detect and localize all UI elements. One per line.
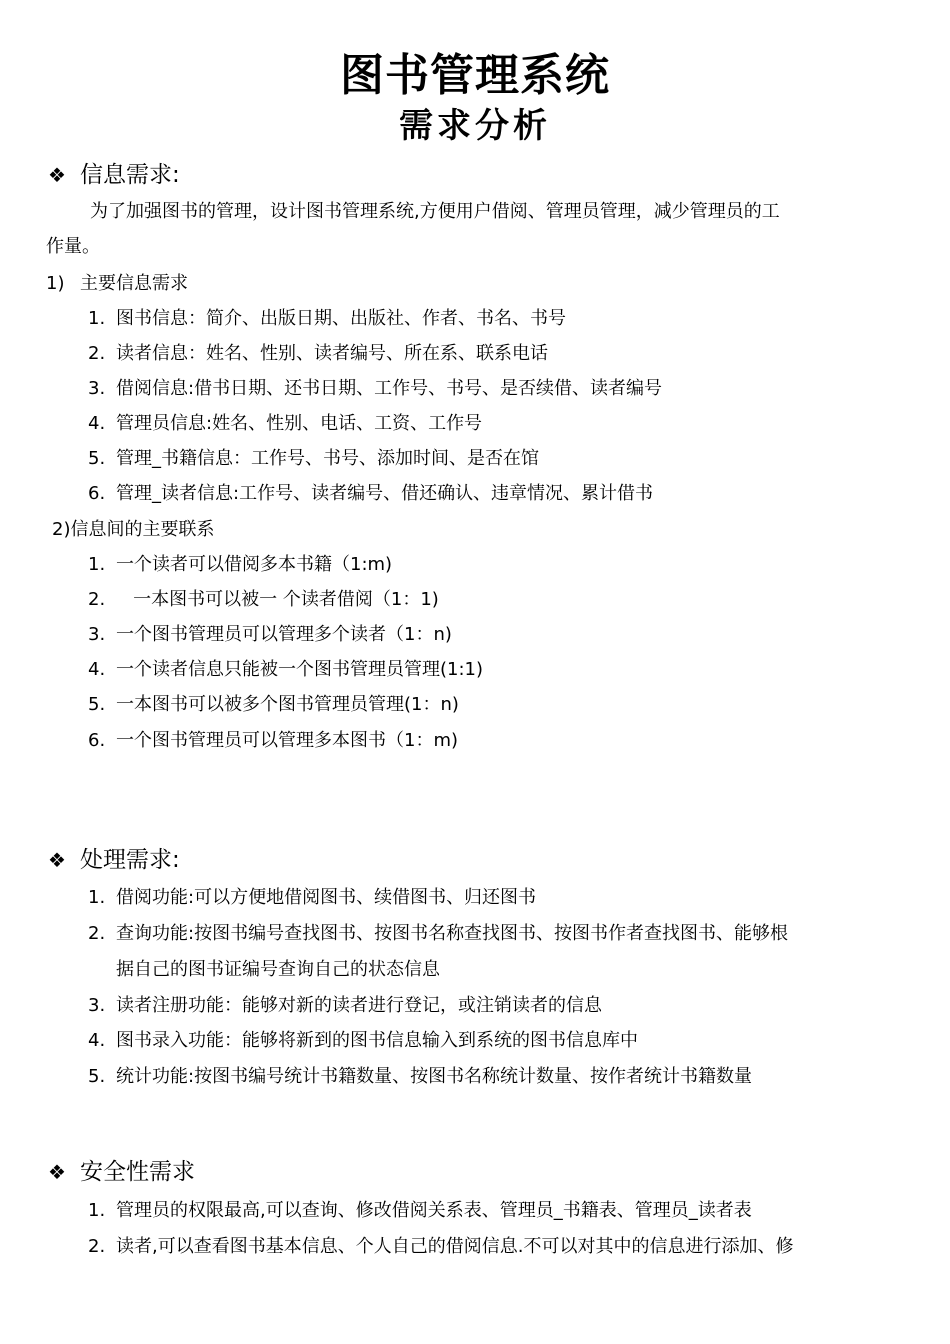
section-heading-process: ❖ 处理需求: <box>48 847 180 873</box>
list-item: 1. 图书信息：简介、出版日期、出版社、作者、书名、书号 <box>88 308 566 329</box>
list-item: 3. 一个图书管理员可以管理多个读者（1：n) <box>88 624 452 645</box>
list-item: 6. 管理_读者信息:工作号、读者编号、借还确认、违章情况、累计借书 <box>88 483 654 504</box>
list-item: 5. 一本图书可以被多个图书管理员管理(1：n) <box>88 694 459 715</box>
diamond-bullet-icon: ❖ <box>48 163 66 187</box>
list-item: 2. 读者信息：姓名、性别、读者编号、所在系、联系电话 <box>88 343 548 364</box>
list-item: 6. 一个图书管理员可以管理多本图书（1：m) <box>88 730 459 751</box>
list-item: 2. 一本图书可以被一 个读者借阅（1：1) <box>88 589 439 610</box>
list-item: 1. 管理员的权限最高,可以查询、修改借阅关系表、管理员_书籍表、管理员_读者表 <box>88 1200 752 1221</box>
list-item: 2. 读者,可以查看图书基本信息、个人自己的借阅信息.不可以对其中的信息进行添加、修 <box>88 1236 794 1257</box>
list-item: 3. 读者注册功能：能够对新的读者进行登记，或注销读者的信息 <box>88 995 602 1016</box>
section-heading-security: ❖ 安全性需求 <box>48 1159 195 1185</box>
list-item: 1. 借阅功能:可以方便地借阅图书、续借图书、归还图书 <box>88 887 537 908</box>
list-item: 4. 一个读者信息只能被一个图书管理员管理(1:1) <box>88 659 484 680</box>
diamond-bullet-icon: ❖ <box>48 1160 66 1184</box>
info-intro-line-2: 作量。 <box>46 236 100 257</box>
section-heading-info: ❖ 信息需求: <box>48 162 180 188</box>
document-title: 图书管理系统 <box>340 50 610 101</box>
diamond-bullet-icon: ❖ <box>48 848 66 872</box>
list-item-continuation: 据自己的图书证编号查询自己的状态信息 <box>116 959 440 980</box>
list-item: 4. 管理员信息:姓名、性别、电话、工资、工作号 <box>88 413 483 434</box>
list-item: 5. 统计功能:按图书编号统计书籍数量、按图书名称统计数量、按作者统计书籍数量 <box>88 1066 753 1087</box>
list-item: 5. 管理_书籍信息：工作号、书号、添加时间、是否在馆 <box>88 448 539 469</box>
subsection-main-info: 1) 主要信息需求 <box>46 273 188 294</box>
info-intro-line-1: 为了加强图书的管理，设计图书管理系统,方便用户借阅、管理员管理，减少管理员的工 <box>90 201 780 222</box>
subsection-relations: 2)信息间的主要联系 <box>52 519 215 540</box>
list-item: 3. 借阅信息:借书日期、还书日期、工作号、书号、是否续借、读者编号 <box>88 378 663 399</box>
list-item: 2. 查询功能:按图书编号查找图书、按图书名称查找图书、按图书作者查找图书、能够根 <box>88 923 789 944</box>
list-item: 4. 图书录入功能：能够将新到的图书信息输入到系统的图书信息库中 <box>88 1030 638 1051</box>
list-item: 1. 一个读者可以借阅多本书籍（1:m) <box>88 554 393 575</box>
document-subtitle: 需求分析 <box>399 106 551 146</box>
